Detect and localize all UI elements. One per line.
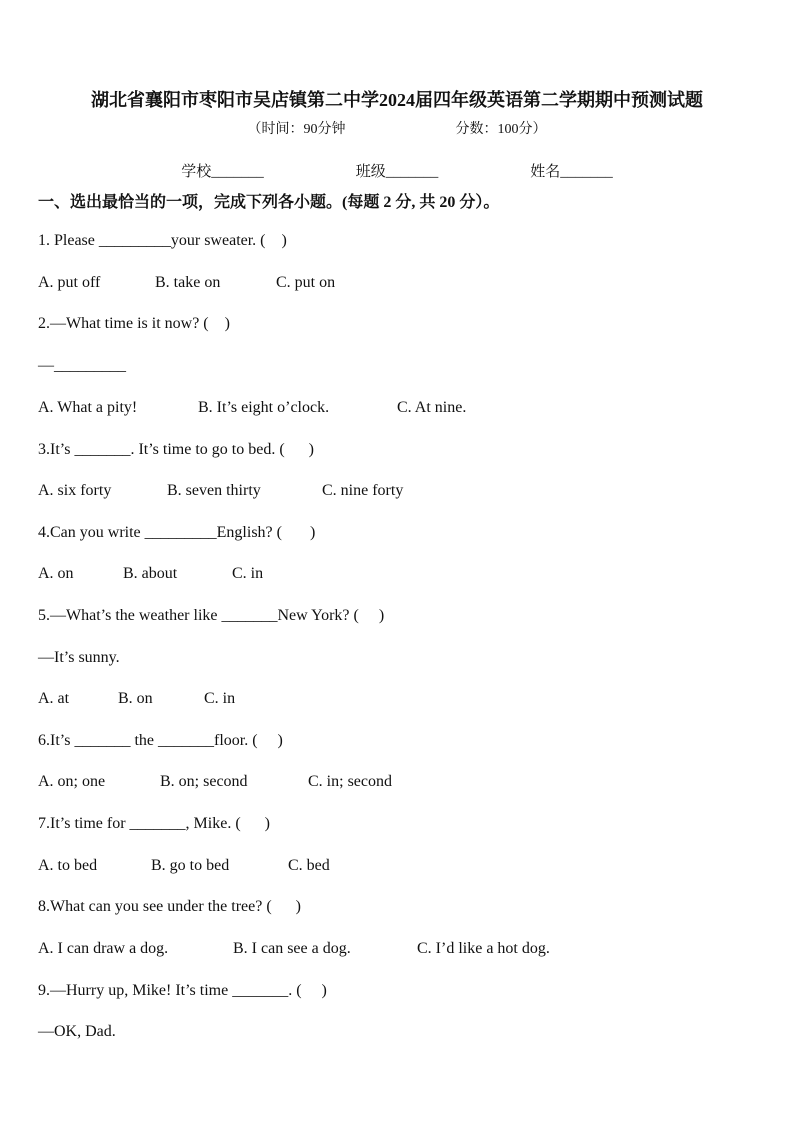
option[interactable]: B. take on xyxy=(155,274,221,291)
question-stem: 7.It’s time for _______, Mike. ( ) xyxy=(38,815,270,832)
section-heading: 一、选出最恰当的一项，完成下列各小题。(每题 2 分, 共 20 分）。 xyxy=(38,194,500,211)
question-options xyxy=(38,857,330,875)
option[interactable]: A. to bed xyxy=(38,857,98,874)
question-options xyxy=(38,482,403,500)
option[interactable]: B. seven thirty xyxy=(167,482,261,499)
question-stem: 3.It’s _______. It’s time to go to bed. ( ) xyxy=(38,441,314,458)
option[interactable]: C. put on xyxy=(276,274,336,291)
school-field[interactable]: 学校_______ xyxy=(181,164,264,180)
option[interactable]: C. I’d like a hot dog. xyxy=(417,940,550,957)
option[interactable]: B. about xyxy=(123,565,178,582)
question-stem: 8.What can you see under the tree? ( ) xyxy=(38,898,301,915)
option[interactable]: C. bed xyxy=(288,857,330,874)
exam-time: （时间：90分钟 xyxy=(247,122,346,137)
question-options xyxy=(38,274,335,292)
question-stem: 5.—What’s the weather like _______New York? ( ) xyxy=(38,607,385,624)
option[interactable]: B. on xyxy=(118,690,153,707)
option[interactable]: A. put off xyxy=(38,274,101,291)
question-options xyxy=(38,773,392,791)
option[interactable]: C. in xyxy=(232,565,264,582)
option[interactable]: C. At nine. xyxy=(397,399,467,416)
document-title: 湖北省襄阳市枣阳市吴店镇第二中学2024届四年级英语第二学期期中预测试题 xyxy=(91,90,703,110)
name-field[interactable]: 姓名_______ xyxy=(530,164,613,180)
question-reply: —OK, Dad. xyxy=(38,1023,116,1040)
option[interactable]: A. six forty xyxy=(38,482,112,499)
option[interactable]: B. I can see a dog. xyxy=(233,940,351,957)
question-stem: 9.—Hurry up, Mike! It’s time _______. ( ) xyxy=(38,982,327,999)
question-reply: —It’s sunny. xyxy=(38,649,120,666)
option[interactable]: A. I can draw a dog. xyxy=(38,940,169,957)
option[interactable]: C. in xyxy=(204,690,236,707)
question-reply: —_________ xyxy=(38,357,126,374)
option[interactable]: A. on xyxy=(38,565,74,582)
question-stem: 2.—What time is it now? ( ) xyxy=(38,315,230,332)
option[interactable]: B. go to bed xyxy=(151,857,230,874)
question-stem: 1. Please _________your sweater. ( ) xyxy=(38,232,287,249)
option[interactable]: C. in; second xyxy=(308,773,392,790)
question-options xyxy=(38,940,550,958)
class-field[interactable]: 班级_______ xyxy=(355,164,439,180)
option[interactable]: C. nine forty xyxy=(322,482,404,499)
question-options xyxy=(38,565,263,583)
question-stem: 6.It’s _______ the _______floor. ( ) xyxy=(38,732,283,749)
question-options xyxy=(38,690,235,708)
exam-score: 分数：100分） xyxy=(455,122,547,137)
question-stem: 4.Can you write _________English? ( ) xyxy=(38,524,316,541)
student-info xyxy=(0,160,794,181)
option[interactable]: A. What a pity! xyxy=(38,399,138,416)
question-options xyxy=(38,399,466,417)
option[interactable]: B. It’s eight o’clock. xyxy=(198,399,330,416)
option[interactable]: B. on; second xyxy=(160,773,248,790)
option[interactable]: A. at xyxy=(38,690,70,707)
option[interactable]: A. on; one xyxy=(38,773,106,790)
exam-meta xyxy=(0,118,794,138)
